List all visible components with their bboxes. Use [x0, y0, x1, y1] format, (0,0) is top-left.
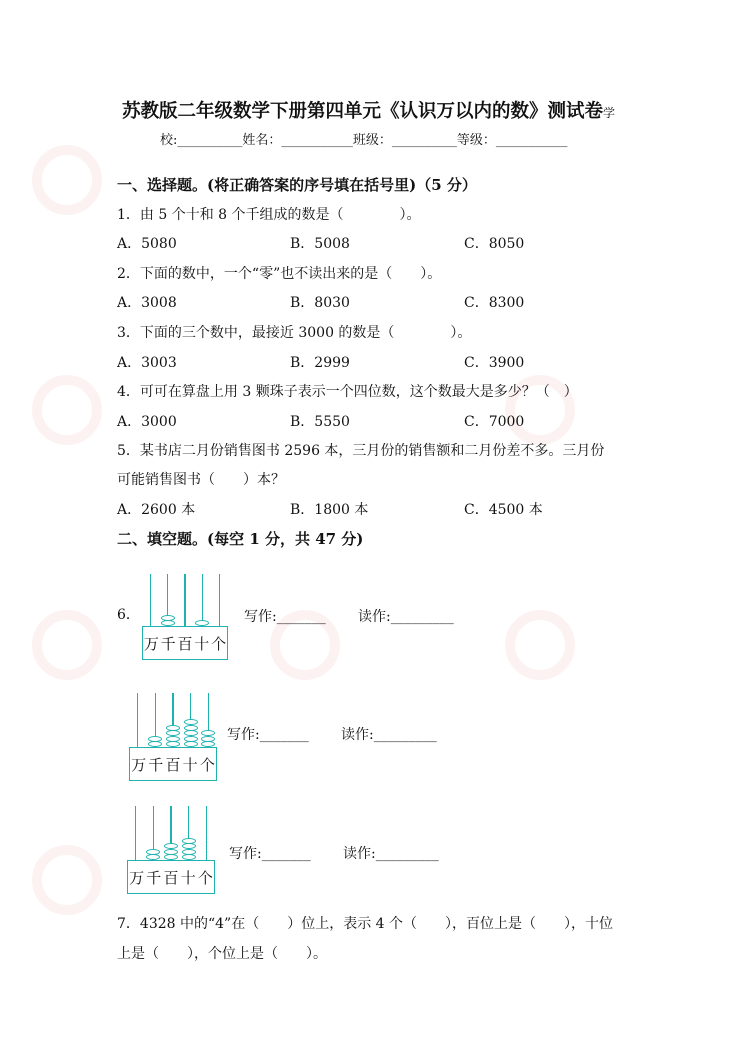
option-c: C．3900 — [464, 355, 525, 371]
place-value-label: 千 — [148, 755, 164, 774]
question-text: 4．可可在算盘上用 3 颗珠子表示一个四位数，这个数最大是多少？（ ） — [117, 384, 578, 400]
question-text-cont: 可能销售图书（ ）本？ — [117, 472, 285, 488]
abacus-figure — [142, 574, 228, 660]
place-value-label: 千 — [146, 868, 162, 887]
write-as-blank: 写作:_______ — [227, 727, 309, 743]
option-b: B．8030 — [290, 295, 350, 311]
place-value-label: 十 — [180, 868, 196, 887]
abacus-rod — [202, 574, 203, 626]
option-c: C．4500 本 — [464, 502, 543, 518]
question-text: 1．由 5 个十和 8 个千组成的数是（ ）。 — [117, 207, 421, 223]
option-b: B．5008 — [290, 236, 350, 252]
read-as-blank: 读作:_________ — [358, 609, 454, 625]
abacus-bead — [182, 838, 196, 844]
question-text-cont: 上是（ ），个位上是（ ）。 — [117, 946, 327, 962]
abacus-figure — [129, 693, 217, 781]
place-value-label: 个 — [197, 868, 213, 887]
abacus-bead — [166, 725, 180, 731]
abacus-bead — [182, 843, 196, 849]
abacus-base-label — [129, 747, 217, 781]
option-c: C．7000 — [464, 414, 525, 430]
abacus-rod — [135, 806, 136, 860]
place-value-label: 万 — [131, 755, 147, 774]
page-title: 苏教版二年级数学下册第四单元《认识万以内的数》测试卷学 — [122, 101, 616, 122]
abacus-bead — [166, 736, 180, 742]
abacus-bead — [161, 615, 175, 621]
watermark-logo-icon — [32, 610, 102, 680]
place-value-label: 十 — [194, 634, 210, 653]
option-b: B．5550 — [290, 414, 350, 430]
place-value-label: 十 — [182, 755, 198, 774]
question-number: 6． — [117, 607, 140, 623]
option-b: B．2999 — [290, 355, 350, 371]
write-as-blank: 写作:_______ — [229, 846, 311, 862]
place-value-label: 百 — [177, 634, 193, 653]
abacus-base-label — [127, 860, 215, 894]
place-value-label: 百 — [165, 755, 181, 774]
abacus-bead — [201, 730, 215, 736]
option-a: A．5080 — [117, 236, 177, 252]
option-c: C．8300 — [464, 295, 525, 311]
abacus-bead — [184, 730, 198, 736]
abacus-base-label — [142, 626, 228, 660]
watermark-logo-icon — [32, 845, 102, 915]
option-a: A．3008 — [117, 295, 177, 311]
option-a: A．2600 本 — [117, 502, 196, 518]
place-value-label: 千 — [160, 634, 176, 653]
watermark-logo-icon — [505, 610, 575, 680]
abacus-bead — [148, 736, 162, 742]
abacus-rod — [219, 574, 220, 626]
option-a: A．3000 — [117, 414, 177, 430]
abacus-rod — [206, 806, 207, 860]
read-as-blank: 读作:_________ — [341, 727, 437, 743]
question-text: 3．下面的三个数中，最接近 3000 的数是（ ）。 — [117, 325, 472, 341]
abacus-bead — [184, 736, 198, 742]
abacus-bead — [164, 843, 178, 849]
student-info-line: 校:__________姓名：___________班级：__________等级：___________ — [160, 133, 568, 148]
abacus-rod — [150, 574, 151, 626]
abacus-bead — [166, 730, 180, 736]
abacus-bead — [182, 849, 196, 855]
abacus-rod — [184, 574, 185, 626]
place-value-label: 万 — [143, 634, 159, 653]
question-text: 7．4328 中的“4”在（ ）位上，表示 4 个（ ），百位上是（ ），十位 — [117, 916, 614, 932]
place-value-label: 百 — [163, 868, 179, 887]
option-c: C．8050 — [464, 236, 525, 252]
abacus-rod — [137, 693, 138, 747]
abacus-bead — [201, 736, 215, 742]
option-a: A．3003 — [117, 355, 177, 371]
watermark-logo-icon — [32, 375, 102, 445]
abacus-bead — [184, 725, 198, 731]
question-text: 5．某书店二月份销售图书 2596 本，三月份的销售额和二月份差不多。三月份 — [117, 443, 605, 459]
abacus-bead — [184, 719, 198, 725]
place-value-label: 万 — [129, 868, 145, 887]
question-text: 2．下面的数中，一个“零”也不读出来的是（ ）。 — [117, 266, 442, 282]
abacus-bead — [146, 849, 160, 855]
write-as-blank: 写作:_______ — [244, 609, 326, 625]
abacus-bead — [164, 849, 178, 855]
place-value-label: 个 — [199, 755, 215, 774]
option-b: B．1800 本 — [290, 502, 369, 518]
read-as-blank: 读作:_________ — [343, 846, 439, 862]
section-heading-choice: 一、选择题。(将正确答案的序号填在括号里)（5 分） — [117, 176, 477, 194]
section-heading-fill: 二、填空题。(每空 1 分，共 47 分) — [117, 530, 364, 548]
abacus-figure — [127, 806, 215, 894]
place-value-label: 个 — [211, 634, 227, 653]
watermark-logo-icon — [32, 145, 102, 215]
